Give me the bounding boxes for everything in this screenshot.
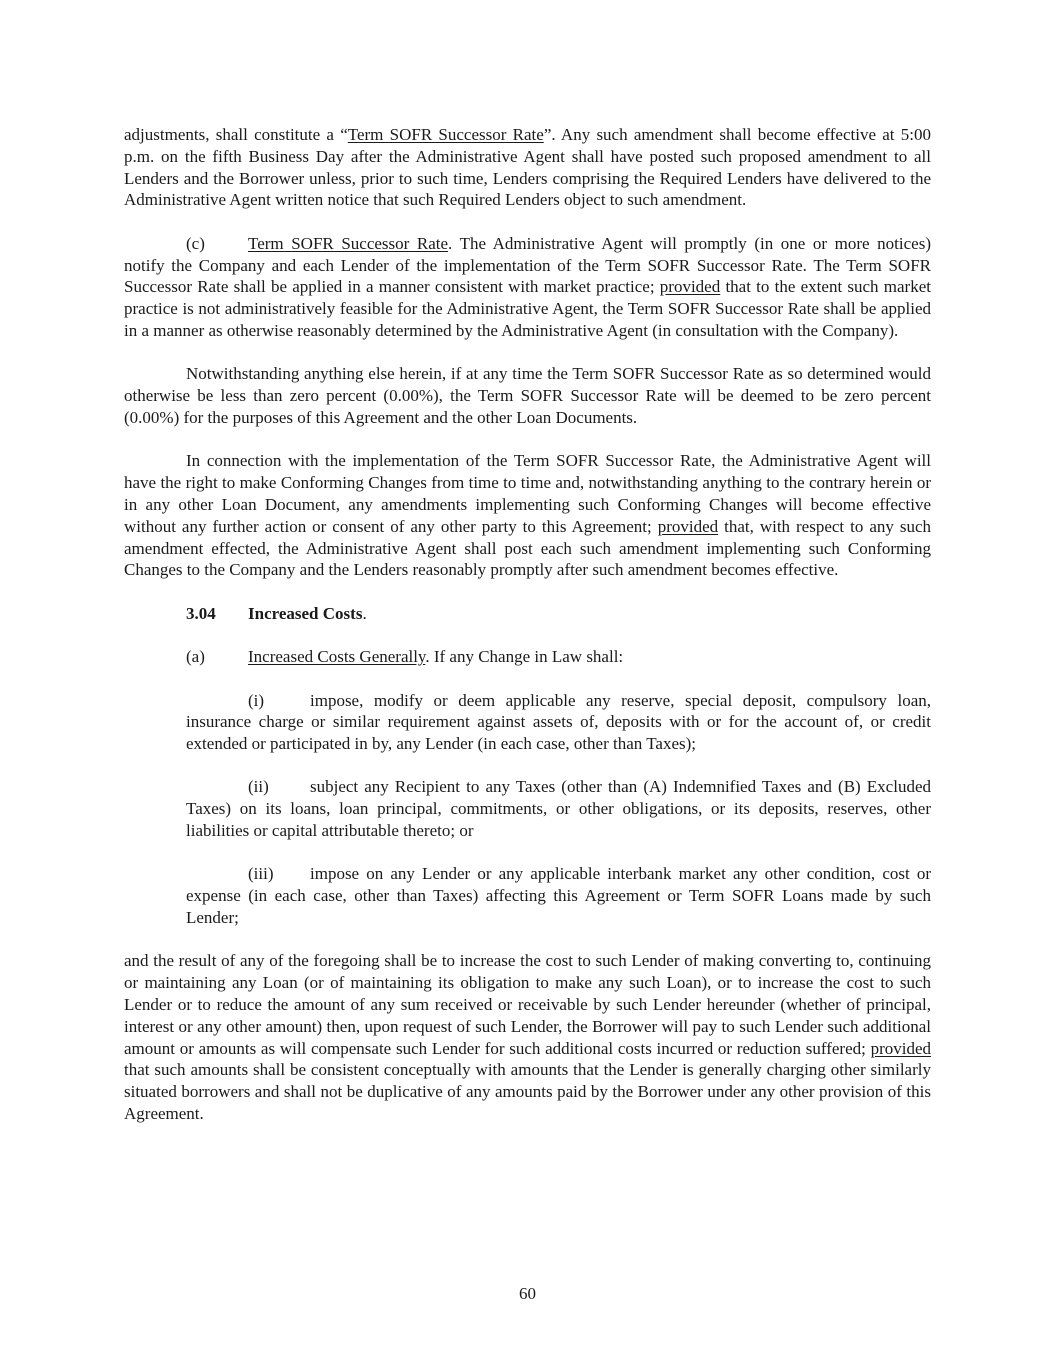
clause-iii xyxy=(186,863,931,928)
provided-term: provided xyxy=(657,516,719,536)
paragraph-a-increased-costs-generally xyxy=(186,646,931,668)
paragraph-c-term-sofr-successor-rate xyxy=(124,233,931,342)
section-number: 3.04 xyxy=(186,603,216,623)
clause-label: (c) xyxy=(186,233,205,253)
text-run: that such amounts shall be consistent conceptually with amounts that the Lender is generally charging other similarly situated borrowers and shall not be duplicative of any amounts paid by the Borrower under any other provision of this Agreement. xyxy=(124,1060,931,1124)
heading-period: . xyxy=(362,603,367,623)
clause-text: impose on any Lender or any applicable interbank market any other condition, cost or expense (in each case, other than Taxes) affecting this Agreement or Term SOFR Loans made by such Lender; xyxy=(186,864,931,928)
page-number: 60 xyxy=(519,1284,536,1303)
text-run: and the result of any of the foregoing shall be to increase the cost to such Lender of making converting to, continuing or maintaining any Loan (or of maintaining its obligation to make any such Loan), or to increase the cost to such Lender or to reduce the amount of any sum received or receivable by such Lender hereunder (whether of principal, interest or any other amount) then, upon request of such Lender, the Borrower will pay to such Lender such additional amount or amounts as will compensate such Lender for such additional costs incurred or reduction suffered; xyxy=(124,951,931,1058)
paragraph-conforming-changes xyxy=(124,450,931,581)
text-run: . If any Change in Law shall: xyxy=(425,647,624,667)
document-page xyxy=(124,124,931,1146)
clause-label: (i) xyxy=(248,690,265,710)
text-run: that, with respect to any such amendment effected, the Administrative Agent shall post each such amendment implementing such Conforming Changes to the Company and the Lenders reasonably promptly after such amendment becomes effective. xyxy=(124,516,931,580)
text-run: . The Administrative Agent will promptly (in one or more notices) notify the Company and each Lender of the implementation of the Term SOFR Successor Rate. The Term SOFR Successor Rate shall be applied in a manner consistent with market practice; xyxy=(124,233,932,297)
paragraph-zero-floor: Notwithstanding anything else herein, if at any time the Term SOFR Successor Rate as so determined would otherwise be less than zero percent (0.00%), the Term SOFR Successor Rate will be deemed to be zero percent (0.00%) for the purposes of this Agreement and the other Loan Documents. xyxy=(124,364,931,427)
paragraph-term-sofr-amendment xyxy=(124,124,931,211)
provided-term: provided xyxy=(870,1038,931,1058)
text-run: that to the extent such market practice is not administratively feasible for the Administrative Agent, the Term SOFR Successor Rate shall be applied in a manner as otherwise reasonably determined by the Administrative Agent (in consultation with the Company). xyxy=(124,277,931,340)
clause-label: (iii) xyxy=(248,864,274,884)
text-run: adjustments, shall constitute a “ xyxy=(124,125,348,144)
clause-label: (ii) xyxy=(248,777,269,797)
text-run: ”. Any such amendment shall become effective at 5:00 p.m. on the fifth Business Day after the Administrative Agent shall have posted such proposed amendment to all Lenders and the Borrower unless, prior to such time, Lenders comprising the Required Lenders have delivered to the Administrative Agent written notice that such Required Lenders object to such amendment. xyxy=(124,125,932,210)
paragraph-result-of-foregoing xyxy=(124,950,931,1124)
section-heading xyxy=(186,603,931,625)
text-run: In connection with the implementation of the Term SOFR Successor Rate, the Administrative Agent will have the right to make Conforming Changes from time to time and, notwithstanding anything to the contrary herein or in any other Loan Document, any amendments implementing such Conforming Changes will become effective without any further action or consent of any other party to this Agreement; xyxy=(124,451,931,536)
clause-text: impose, modify or deem applicable any reserve, special deposit, compulsory loan, insurance charge or similar requirement against assets of, deposits with or for the account of, or credit extended or participated in by, any Lender (in each case, other than Taxes); xyxy=(186,690,931,754)
section-caption: Term SOFR Successor Rate xyxy=(248,233,449,253)
section-caption: Increased Costs Generally xyxy=(248,647,426,667)
provided-term: provided xyxy=(659,277,721,297)
clause-ii xyxy=(186,776,931,841)
defined-term: Term SOFR Successor Rate xyxy=(347,125,544,144)
clause-text: subject any Recipient to any Taxes (other than (A) Indemnified Taxes and (B) Excluded Taxes) on its loans, loan principal, commitments, or other obligations, or its deposits, reserves, other liabilities or capital attributable thereto; or xyxy=(186,777,931,841)
section-title: Increased Costs xyxy=(248,603,363,623)
clause-label: (a) xyxy=(186,647,205,667)
clause-i xyxy=(186,690,931,755)
